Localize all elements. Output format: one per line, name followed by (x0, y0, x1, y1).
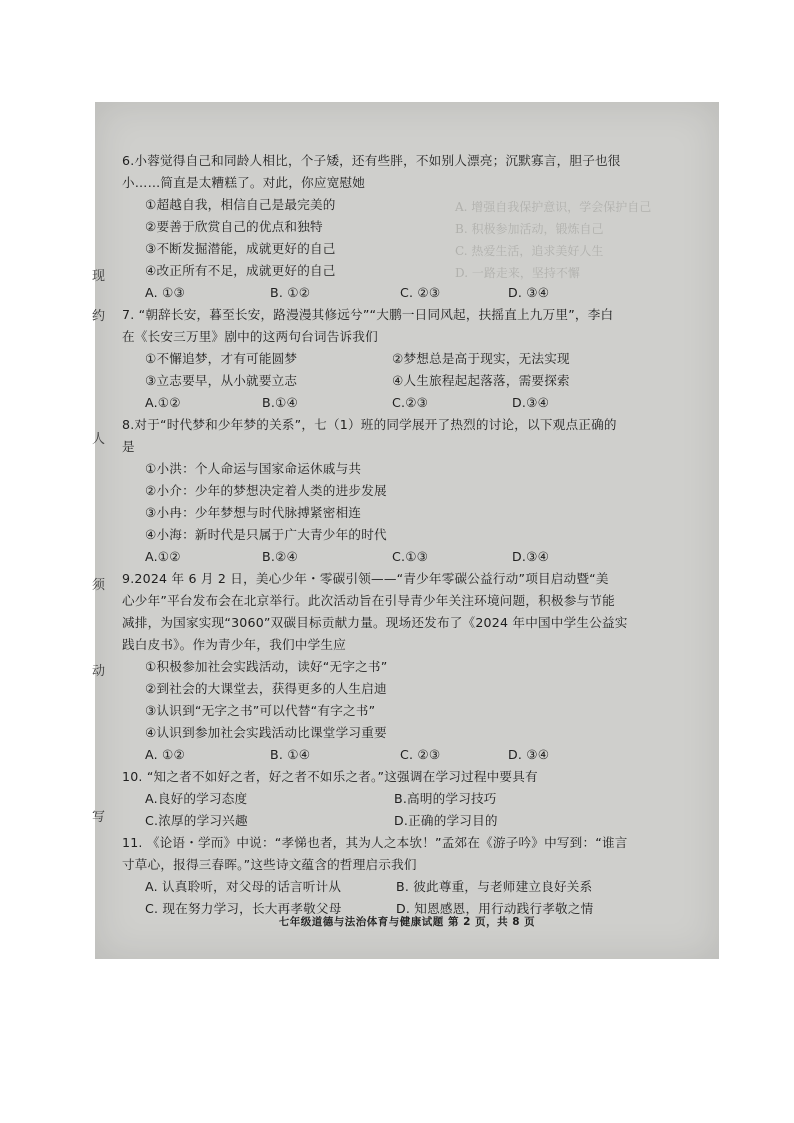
statement-item: ③小冉：少年梦想与时代脉搏紧密相连 (145, 505, 362, 520)
bleed-through-line: D. 一路走来，坚持不懈 (455, 266, 580, 280)
statement-row (122, 348, 712, 370)
statement-item: ③认识到“无字之书”可以代替“有字之书” (145, 703, 376, 718)
question-10 (122, 766, 712, 832)
option-a[interactable]: A. ①② (145, 747, 185, 762)
bleed-through-line: C. 热爱生活，追求美好人生 (455, 244, 604, 258)
statement-item: ②梦想总是高于现实，无法实现 (392, 351, 570, 366)
answer-options (122, 392, 712, 414)
statement-item: ③不断发掘潜能，成就更好的自己 (145, 241, 336, 256)
question-stem: 10. “知之者不如好之者，好之者不如乐之者。”这强调在学习过程中要具有 (122, 769, 538, 784)
question-stem: 寸草心，报得三春晖。”这些诗文蕴含的哲理启示我们 (122, 857, 417, 872)
question-stem: 减排，为国家实现“3060”双碳目标贡献力量。现场还发布了《2024 年中国中学生公益实 (122, 615, 628, 630)
option-d[interactable]: D. 知恩感恩，用行动践行孝敬之情 (396, 901, 594, 916)
binding-margin-char: 约 (92, 309, 106, 324)
statement-item: ④认识到参加社会实践活动比课堂学习重要 (145, 725, 387, 740)
option-a[interactable]: A.良好的学习态度 (145, 791, 248, 806)
statement-item: ②要善于欣赏自己的优点和独特 (145, 219, 323, 234)
answer-options (122, 744, 712, 766)
statement-row (122, 370, 712, 392)
option-a[interactable]: A. ①③ (145, 285, 185, 300)
page-footer: 七年级道德与法治体育与健康试题 第 2 页，共 8 页 (278, 916, 536, 928)
statement-item: ④小海：新时代是只属于广大青少年的时代 (145, 527, 387, 542)
exam-page (95, 102, 719, 959)
answer-options (122, 876, 712, 898)
question-stem: 8.对于“时代梦和少年梦的关系”，七（1）班的同学展开了热烈的讨论，以下观点正确的 (122, 417, 617, 432)
question-stem: 是 (122, 439, 135, 454)
question-stem: 心少年”平台发布会在北京举行。此次活动旨在引导青少年关注环境问题，积极参与节能 (122, 593, 615, 608)
statement-item: ④人生旅程起起落落，需要探索 (392, 373, 570, 388)
answer-options (122, 788, 712, 810)
answer-options (122, 546, 712, 568)
question-9 (122, 568, 712, 766)
option-c[interactable]: C.②③ (392, 395, 429, 410)
option-b[interactable]: B. ①② (270, 285, 311, 300)
statement-item: ②小介：少年的梦想决定着人类的进步发展 (145, 483, 387, 498)
statement-item: ④改正所有不足，成就更好的自己 (145, 263, 336, 278)
question-6 (122, 150, 712, 304)
question-stem: 7. “朝辞长安，暮至长安，路漫漫其修远兮”“大鹏一日同风起，扶摇直上九万里”，李白 (122, 307, 614, 322)
option-a[interactable]: A.①② (145, 549, 181, 564)
option-d[interactable]: D.③④ (512, 549, 550, 564)
statement-item: ③立志要早，从小就要立志 (145, 373, 298, 388)
question-stem: 11. 《论语・学而》中说：“孝悌也者，其为人之本欤！”孟郊在《游子吟》中写到：“谁言 (122, 835, 628, 850)
answer-options (122, 810, 712, 832)
statement-item: ①积极参加社会实践活动，读好“无字之书” (145, 659, 388, 674)
option-d[interactable]: D. ③④ (508, 285, 550, 300)
question-stem: 6.小蓉觉得自己和同龄人相比，个子矮，还有些胖，不如别人漂亮；沉默寡言，胆子也很 (122, 153, 621, 168)
statement-item: ②到社会的大课堂去，获得更多的人生启迪 (145, 681, 387, 696)
question-7 (122, 304, 712, 414)
option-d[interactable]: D. ③④ (508, 747, 550, 762)
option-a[interactable]: A.①② (145, 395, 181, 410)
bleed-through-line: A. 增强自我保护意识，学会保护自己 (455, 200, 652, 214)
option-d[interactable]: D.正确的学习目的 (394, 813, 498, 828)
option-c[interactable]: C.浓厚的学习兴趣 (145, 813, 248, 828)
question-8 (122, 414, 712, 568)
question-11 (122, 832, 712, 920)
statement-item: ①小洪：个人命运与国家命运休戚与共 (145, 461, 362, 476)
statement-item: ①不懈追梦，才有可能圆梦 (145, 351, 298, 366)
question-stem: 在《长安三万里》剧中的这两句台词告诉我们 (122, 329, 378, 344)
binding-margin-char: 写 (92, 810, 106, 825)
option-b[interactable]: B. ①④ (270, 747, 311, 762)
option-c[interactable]: C. ②③ (400, 285, 441, 300)
binding-margin-char: 人 (92, 432, 106, 447)
question-stem: 践白皮书》。作为青少年，我们中学生应 (122, 637, 346, 652)
option-c[interactable]: C. ②③ (400, 747, 441, 762)
option-b[interactable]: B. 彼此尊重，与老师建立良好关系 (396, 879, 593, 894)
option-b[interactable]: B.①④ (262, 395, 299, 410)
binding-margin-char: 须 (92, 578, 106, 593)
option-d[interactable]: D.③④ (512, 395, 550, 410)
option-b[interactable]: B.②④ (262, 549, 299, 564)
bleed-through-line: B. 积极参加活动，锻炼自己 (455, 222, 604, 236)
option-c[interactable]: C.①③ (392, 549, 429, 564)
option-b[interactable]: B.高明的学习技巧 (394, 791, 497, 806)
binding-margin-char: 动 (92, 664, 106, 679)
question-stem: 9.2024 年 6 月 2 日，美心少年・零碳引领——“青少年零碳公益行动”项目启动暨“美 (122, 571, 609, 586)
option-a[interactable]: A. 认真聆听，对父母的话言听计从 (145, 879, 342, 894)
binding-margin-char: 现 (92, 269, 106, 284)
option-c[interactable]: C. 现在努力学习，长大再孝敬父母 (145, 901, 342, 916)
question-stem: 小……简直是太糟糕了。对此，你应宽慰她 (122, 175, 366, 190)
statement-item: ①超越自我，相信自己是最完美的 (145, 197, 336, 212)
answer-options (122, 282, 712, 304)
